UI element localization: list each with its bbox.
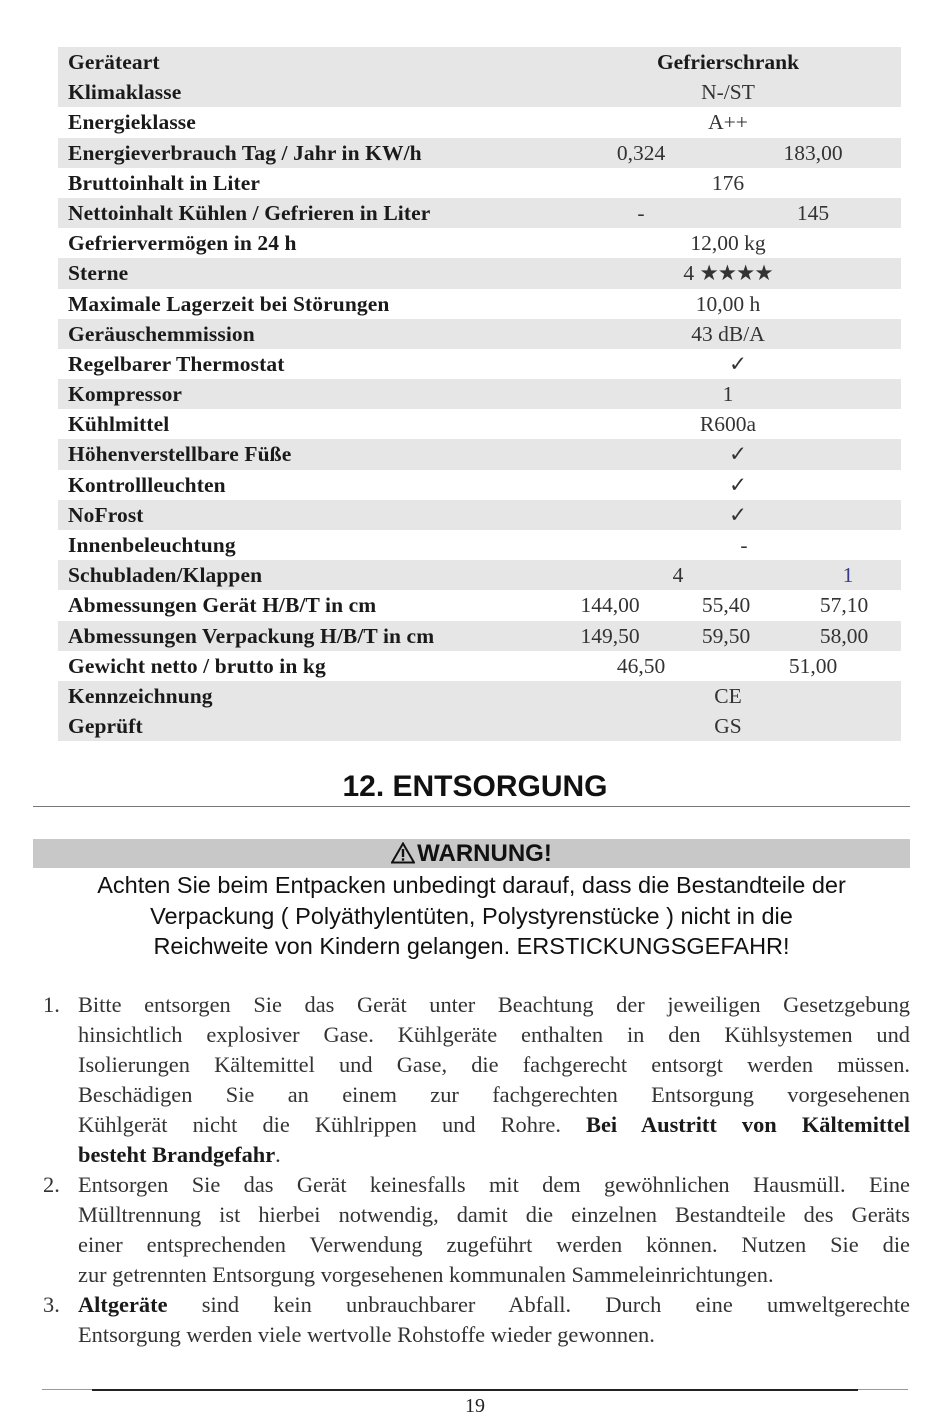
spec-row (58, 289, 901, 319)
spec-value: 43 dB/A (691, 321, 765, 346)
section-title: 12. ENTSORGUNG (342, 770, 608, 803)
spec-label: Kontrollleuchten (68, 472, 226, 497)
list-number: 3. (43, 1292, 60, 1317)
list-line-mixed (78, 1290, 910, 1320)
list-line: zur getrennten Entsorgung vorgesehenen kommunalen Sammeleinrichtungen. (78, 1262, 774, 1287)
spec-value: 1 (722, 382, 734, 407)
spec-row (58, 500, 901, 530)
checkmark-icon: ✓ (728, 351, 748, 376)
spec-row (58, 470, 901, 500)
divider (33, 806, 910, 807)
list-item (40, 990, 910, 1170)
spec-value: - (740, 533, 748, 557)
spec-value: 57,10 (819, 593, 869, 618)
list-text: sind kein unbrauchbarer Abfall. Durch eine umweltgerechte (201, 1292, 910, 1317)
checkmark-icon: ✓ (728, 472, 748, 497)
list-line: hinsichtlich explosiver Gase. Kühlgeräte enthalten in den Kühlsystemen und (78, 1022, 910, 1047)
spec-label: Geräuschemmission (68, 321, 255, 346)
spec-label: NoFrost (68, 502, 144, 527)
spec-value: GS (714, 714, 742, 739)
spec-row (58, 439, 901, 469)
spec-label: Regelbarer Thermostat (68, 351, 285, 376)
spec-row (58, 198, 901, 228)
warning-text (33, 870, 910, 962)
spec-value: 144,00 (580, 593, 640, 618)
spec-value: 149,50 (580, 623, 640, 648)
spec-value: 12,00 kg (690, 231, 766, 256)
disposal-list (40, 990, 910, 1350)
spec-row (58, 349, 901, 379)
spec-label: Energieklasse (68, 110, 196, 135)
spec-label: Innenbeleuchtung (68, 533, 236, 557)
page-number: 19 (465, 1395, 485, 1417)
spec-label: Sterne (68, 261, 129, 286)
spec-value-stars (683, 258, 772, 288)
list-line: einer entsprechenden Verwendung zugeführt werden können. Nutzen Sie die (78, 1232, 910, 1257)
list-line-mixed (78, 1110, 910, 1140)
list-text: Kühlgerät nicht die Kühlrippen und Rohre. (78, 1112, 561, 1137)
spec-value: 55,40 (701, 593, 751, 618)
spec-value: 145 (796, 200, 830, 225)
spec-row (58, 77, 901, 107)
spec-label: Gewicht netto / brutto in kg (68, 653, 326, 678)
spec-label: Energieverbrauch Tag / Jahr in KW/h (68, 140, 422, 165)
spec-label: Abmessungen Verpackung H/B/T in cm (68, 623, 435, 648)
spec-row (58, 681, 901, 711)
spec-label: Gefriervermögen in 24 h (68, 231, 297, 256)
spec-label: Schubladen/Klappen (68, 563, 263, 588)
warning-line: Achten Sie beim Entpacken unbedingt darauf, dass die Bestandteile der (97, 872, 846, 898)
spec-value: 51,00 (788, 653, 838, 678)
list-item (40, 1290, 910, 1350)
list-bold-text: besteht Brandgefahr (78, 1142, 276, 1167)
list-line: Mülltrennung ist hierbei notwendig, damit die einzelnen Bestandteile des Geräts (78, 1202, 910, 1227)
spec-label: Nettoinhalt Kühlen / Gefrieren in Liter (68, 200, 431, 225)
list-line: Bitte entsorgen Sie das Gerät unter Beachtung der jeweiligen Gesetzgebung (78, 992, 910, 1017)
spec-value: 183,00 (783, 140, 843, 165)
spec-row (58, 560, 901, 590)
spec-row (58, 258, 901, 288)
spec-label: Geprüft (68, 714, 143, 739)
spec-value: 46,50 (616, 653, 666, 678)
spec-value: Gefrierschrank (656, 50, 800, 74)
list-line: Isolierungen Kältemittel und Gase, die fachgerecht entsorgt werden müssen. (78, 1052, 910, 1077)
spec-value: 10,00 h (695, 291, 761, 316)
spec-label: Kompressor (68, 382, 183, 407)
spec-row (58, 138, 901, 168)
star-icons: ★★★★ (699, 261, 773, 286)
spec-row (58, 168, 901, 198)
warning-line: Verpackung ( Polyäthylentüten, Polystyrenstücke ) nicht in die (150, 902, 793, 929)
list-line-mixed (78, 1140, 910, 1170)
list-bold-text: Altgeräte (78, 1292, 168, 1317)
spec-label: Kühlmittel (68, 412, 170, 437)
footer-divider (92, 1389, 858, 1391)
spec-row (58, 621, 901, 651)
spec-value: - (637, 200, 645, 225)
list-line: Entsorgen Sie das Gerät keinesfalls mit dem gewöhnlichen Hausmüll. Eine (78, 1172, 910, 1197)
spec-row-header (58, 47, 901, 77)
spec-label: Klimaklasse (68, 80, 182, 105)
spec-value: 1 (842, 563, 854, 588)
spec-row (58, 590, 901, 620)
checkmark-icon: ✓ (728, 442, 748, 467)
list-bold-text: Bei Austritt von Kältemittel (586, 1112, 911, 1137)
star-count: 4 (683, 261, 695, 286)
spec-row (58, 530, 901, 560)
spec-label: Abmessungen Gerät H/B/T in cm (68, 593, 377, 618)
warning-bar (33, 839, 910, 868)
spec-row (58, 711, 901, 741)
spec-row (58, 319, 901, 349)
warning-line: Reichweite von Kindern gelangen. ERSTICKUNGSGEFAHR! (153, 933, 790, 959)
spec-row (58, 379, 901, 409)
list-number: 2. (43, 1172, 60, 1197)
spec-label: Kennzeichnung (68, 683, 213, 708)
spec-value: 176 (711, 170, 745, 195)
spec-value: 4 (672, 563, 684, 588)
spec-value: 58,00 (819, 623, 869, 648)
list-number: 1. (43, 992, 60, 1017)
spec-label: Bruttoinhalt in Liter (68, 170, 261, 195)
warning-triangle-icon (391, 842, 415, 872)
spec-row (58, 409, 901, 439)
list-text: . (275, 1142, 281, 1167)
list-line: Beschädigen Sie an einem zur fachgerechten Entsorgung vorgesehenen (78, 1082, 910, 1107)
warning-heading: WARNUNG! (417, 840, 552, 867)
spec-value: N-/ST (701, 80, 755, 105)
spec-label: Maximale Lagerzeit bei Störungen (68, 291, 390, 316)
spec-row (58, 651, 901, 681)
spec-value: 0,324 (616, 140, 666, 165)
list-item (40, 1170, 910, 1290)
list-line: Entsorgung werden viele wertvolle Rohstoffe wieder gewonnen. (78, 1322, 655, 1347)
spec-label: Geräteart (68, 50, 160, 74)
spec-value: CE (714, 683, 742, 708)
spec-value: R600a (699, 412, 757, 437)
spec-value: A++ (708, 110, 748, 135)
spec-row (58, 107, 901, 137)
spec-row (58, 228, 901, 258)
spec-table (58, 47, 901, 741)
spec-value: 59,50 (701, 623, 751, 648)
checkmark-icon: ✓ (728, 502, 748, 527)
spec-label: Höhenverstellbare Füße (68, 442, 292, 467)
